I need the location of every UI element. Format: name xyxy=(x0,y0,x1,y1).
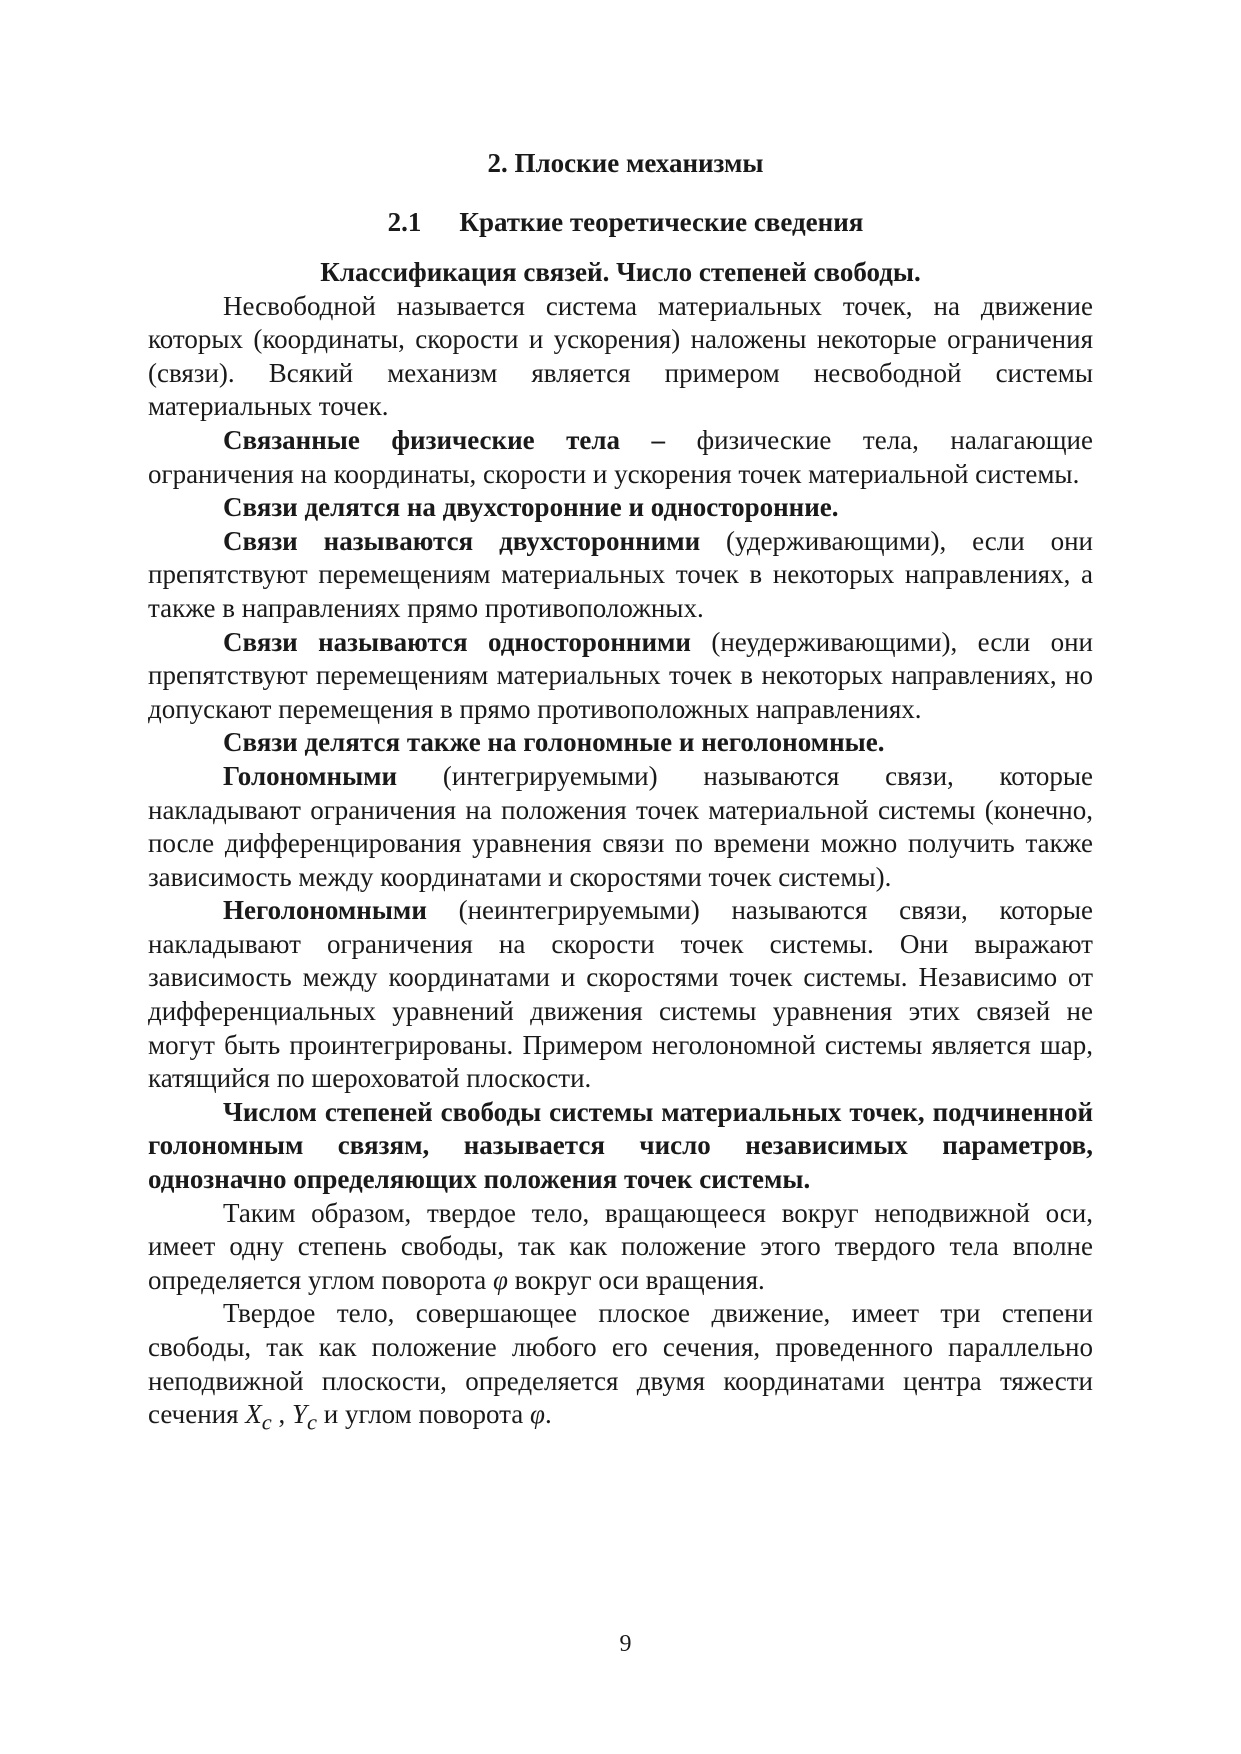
paragraph-9-definition: Числом степеней свободы системы материальных точек, подчиненной голономным связям, называется число независимых параметров, однозначно определяющих положения точек системы. xyxy=(148,1096,1093,1195)
yc-base: Y xyxy=(292,1399,308,1430)
paragraph-2-text: физические тела, налагающие ограничения на координаты, скорости и ускорения точек материальной системы. xyxy=(148,424,1093,489)
paragraph-11-mid: и углом поворота xyxy=(317,1399,531,1430)
term-bound-bodies: Связанные физические тела – xyxy=(223,424,666,455)
paragraph-6: Связи делятся также на голономные и неголономные. xyxy=(223,727,885,758)
chapter-title: 2. Плоские механизмы xyxy=(487,148,764,178)
xc-subscript: c xyxy=(261,1409,272,1435)
paragraph-4-text: (удерживающими), если они препятствуют перемещениям материальных точек в некоторых направлениях, а также в направлениях прямо противоположных. xyxy=(148,525,1093,623)
paragraph-11-end: . xyxy=(544,1399,552,1430)
yc-symbol xyxy=(292,1399,318,1435)
yc-subscript: c xyxy=(307,1409,318,1435)
section-title: Краткие теоретические сведения xyxy=(459,207,864,237)
paragraph-1: Несвободной называется система материальных точек, на движение которых (координаты, скорости и ускорения) наложены некоторые ограничения (связи). Всякий механизм является примером несвободной системы материальных точек. xyxy=(148,290,1093,422)
paragraph-10-end: вокруг оси вращения. xyxy=(507,1264,765,1295)
paragraph-8-text: (неинтегрируемыми) называются связи, которые накладывают ограничения на скорости точек системы. Они выражают зависимость между координатами и скоростями точек системы. Независимо от дифференциальных уравнений движения системы уравнения этих связей не могут быть проинтегрированы. Примером неголономной системы является шар, катящийся по шероховатой плоскости. xyxy=(148,895,1093,1094)
xc-base: X xyxy=(245,1399,262,1430)
phi-symbol: φ xyxy=(492,1264,508,1295)
xc-symbol xyxy=(245,1399,272,1435)
paragraph-2 xyxy=(148,424,1093,491)
paragraph-7 xyxy=(148,760,1093,894)
coord-separator: , xyxy=(271,1399,293,1430)
paragraph-3: Связи делятся на двухсторонние и односторонние. xyxy=(223,492,839,523)
paragraph-8 xyxy=(148,894,1093,1096)
term-nonholonomic: Неголономными xyxy=(223,895,427,926)
phi-symbol-2: φ xyxy=(530,1399,545,1430)
paragraph-11-text: Твердое тело, совершающее плоское движение, имеет три степени свободы, так как положение любого его сечения, проведенного параллельно неподвижной плоскости, определяется двумя координатами центра тяжести сечения xyxy=(148,1298,1093,1430)
section-heading xyxy=(148,205,1093,239)
paragraph-10 xyxy=(148,1197,1093,1298)
paragraph-7-text: (интегрируемыми) называются связи, которые накладывают ограничения на положения точек материальной системы (конечно, после дифференцирования уравнения связи по времени можно получить также зависимость между координатами и скоростями точек системы). xyxy=(148,760,1093,892)
term-unilateral: Связи называются односторонними xyxy=(223,626,691,657)
section-number: 2.1 xyxy=(387,207,422,237)
term-holonomic: Голономными xyxy=(223,760,398,791)
paragraph-5-text: (неудерживающими), если они препятствуют перемещениям материальных точек в некоторых направлениях, но допускают перемещения в прямо противоположных направлениях. xyxy=(148,626,1094,724)
paragraph-11 xyxy=(148,1297,1093,1439)
term-bilateral: Связи называются двухсторонними xyxy=(223,525,701,556)
paragraph-10-text: Таким образом, твердое тело, вращающееся вокруг неподвижной оси, имеет одну степень свободы, так как положение этого твердого тела вполне определяется углом поворота xyxy=(148,1197,1093,1295)
document-body xyxy=(148,256,1093,1439)
paragraph-5 xyxy=(148,626,1093,727)
paragraph-4 xyxy=(148,525,1093,626)
page-number: 9 xyxy=(619,1631,632,1657)
document-page xyxy=(148,0,1093,1754)
subheading: Классификация связей. Число степеней свободы. xyxy=(320,257,921,287)
